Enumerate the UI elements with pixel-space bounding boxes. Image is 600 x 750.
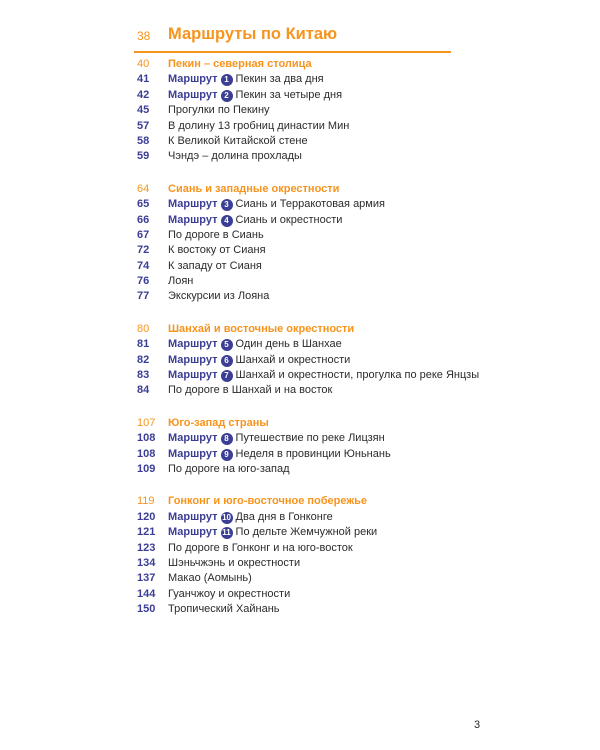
toc-entry-page: 109 (137, 462, 156, 475)
toc-entry[interactable] (0, 259, 600, 274)
toc-entry[interactable] (0, 383, 600, 398)
toc-entry-page: 134 (137, 556, 156, 569)
toc-entry-content (168, 431, 385, 446)
toc-entry-title: По дороге в Гонконг и на юго-восток (168, 541, 353, 554)
toc-entry-title: Путешествие по реке Лицзян (235, 432, 385, 445)
toc-entry-title: К Великой Китайской стене (168, 134, 308, 147)
toc-entry[interactable] (0, 556, 600, 571)
toc-entry[interactable] (0, 72, 600, 87)
toc-entry-page: 108 (137, 432, 156, 445)
toc-entry-content (168, 228, 264, 243)
route-number-badge: 1 (221, 74, 233, 86)
toc-entry-page: 67 (137, 228, 150, 241)
section-heading[interactable] (0, 416, 600, 431)
toc-entry-page: 82 (137, 353, 150, 366)
toc-entry-content (168, 510, 333, 525)
section-heading-page: 107 (137, 416, 156, 429)
toc-entry-page: 121 (137, 526, 156, 539)
toc-entry[interactable] (0, 274, 600, 289)
toc-entry-title: По дороге на юго-запад (168, 462, 290, 475)
section-heading-title: Шанхай и восточные окрестности (168, 322, 355, 335)
toc-entry-page: 45 (137, 104, 150, 117)
toc-entry-page: 84 (137, 384, 150, 397)
section-heading-page: 64 (137, 182, 150, 195)
toc-entry-content (168, 353, 350, 368)
route-number-badge: 11 (222, 528, 231, 538)
route-label: Маршрут (168, 369, 218, 382)
toc-entry[interactable] (0, 587, 600, 602)
toc-entry-title: Гуанчжоу и окрестности (168, 587, 291, 600)
toc-entry-title: Пекин за четыре дня (235, 88, 343, 101)
section-heading-page: 40 (137, 58, 150, 70)
section-heading-title: Пекин – северная столица (168, 58, 312, 70)
toc-entry-title: По дороге в Сиань (168, 228, 264, 241)
toc-entry-page: 83 (137, 369, 150, 382)
toc-entry-title: К востоку от Сианя (168, 244, 266, 257)
toc-entry-title: По дороге в Шанхай и на восток (168, 384, 333, 397)
toc-entry[interactable] (0, 103, 600, 118)
section-heading[interactable] (0, 182, 600, 197)
toc-entry-content (168, 447, 391, 462)
route-label: Маршрут (168, 432, 218, 445)
toc-entry[interactable] (0, 337, 600, 352)
section-heading-title: Гонконг и юго-восточное побережье (168, 495, 368, 508)
toc-entry-page: 137 (137, 572, 156, 585)
toc-entry-page: 58 (137, 134, 150, 147)
route-label: Маршрут (168, 88, 218, 101)
section-heading-page: 119 (137, 495, 155, 508)
toc-entry-page: 150 (137, 603, 156, 616)
toc-section (0, 57, 600, 165)
toc-entry-title: Макао (Аомынь) (168, 572, 252, 585)
toc-entry-content (168, 525, 377, 540)
toc-section (0, 416, 600, 478)
toc-entry[interactable] (0, 353, 600, 368)
toc-entry-content (168, 289, 269, 304)
toc-entry-page: 65 (137, 198, 150, 211)
toc-entry-content (168, 243, 266, 258)
route-label: Маршрут (168, 73, 218, 86)
toc-entry-page: 42 (137, 88, 150, 101)
toc-entry-content (168, 368, 479, 383)
toc-entry-content (168, 103, 270, 118)
toc-entry[interactable] (0, 149, 600, 164)
toc-entry[interactable] (0, 510, 600, 525)
toc-entry[interactable] (0, 541, 600, 556)
toc-entry-page: 144 (137, 587, 156, 600)
route-number-badge: 10 (222, 512, 231, 522)
route-number-badge: 8 (221, 433, 233, 445)
toc-entry-content (168, 259, 262, 274)
section-heading[interactable] (0, 494, 600, 509)
toc-entry[interactable] (0, 88, 600, 103)
toc-entry-content (168, 571, 252, 586)
toc-entry[interactable] (0, 134, 600, 149)
toc-entry-page: 41 (137, 73, 150, 86)
toc-entry[interactable] (0, 571, 600, 586)
route-number-badge: 5 (221, 339, 233, 351)
toc-entry[interactable] (0, 289, 600, 304)
page-number: 3 (474, 719, 481, 731)
route-number-badge: 7 (221, 370, 233, 382)
toc-entry-content (168, 72, 324, 87)
toc-entry-title: Тропический Хайнань (168, 603, 280, 616)
toc-entry-title: Чэндэ – долина прохлады (168, 150, 302, 163)
toc-entry-title: Один день в Шанхае (235, 338, 342, 351)
toc-entry-content (168, 274, 193, 289)
toc-entry-title: Шанхай и окрестности (235, 353, 351, 366)
toc-entry-content (168, 602, 280, 617)
toc-entry-title: Лоян (168, 275, 194, 288)
toc-entry-title: По дельте Жемчужной реки (235, 526, 378, 539)
table-of-contents (0, 57, 600, 635)
toc-entry-page: 74 (137, 259, 150, 272)
toc-entry-content (168, 337, 342, 352)
route-label: Маршрут (168, 198, 218, 211)
route-label: Маршрут (168, 447, 218, 460)
toc-entry-page: 77 (137, 290, 150, 303)
toc-entry-content (168, 134, 308, 149)
toc-entry-content (168, 587, 290, 602)
route-label: Маршрут (168, 213, 218, 226)
toc-entry[interactable] (0, 447, 600, 462)
route-label: Маршрут (168, 353, 218, 366)
route-label: Маршрут (168, 338, 218, 351)
route-label: Маршрут (168, 510, 218, 523)
toc-entry-title: Неделя в провинции Юньнань (235, 447, 391, 460)
toc-title: Маршруты по Китаю (168, 25, 338, 43)
section-heading-page: 80 (137, 322, 150, 335)
section-heading-title: Юго-запад страны (168, 416, 269, 429)
toc-section (0, 322, 600, 399)
toc-entry-content (168, 556, 300, 571)
toc-entry[interactable] (0, 462, 600, 477)
toc-entry[interactable] (0, 431, 600, 446)
toc-entry-content (168, 213, 342, 228)
toc-title-page: 38 (137, 29, 151, 43)
toc-entry-page: 59 (137, 150, 150, 163)
header-divider (134, 51, 451, 53)
toc-entry-page: 76 (137, 275, 150, 288)
toc-entry-title: Шанхай и окрестности, прогулка по реке Янцзы (235, 369, 480, 382)
section-heading[interactable] (0, 322, 600, 337)
toc-entry-title: Прогулки по Пекину (168, 104, 270, 117)
toc-entry[interactable] (0, 602, 600, 617)
toc-entry-page: 72 (137, 244, 150, 257)
toc-entry-title: Два дня в Гонконге (235, 510, 333, 523)
route-number-badge: 3 (221, 199, 233, 211)
route-label: Маршрут (168, 526, 218, 539)
toc-section (0, 494, 600, 617)
toc-entry-page: 123 (137, 541, 156, 554)
toc-entry-content (168, 541, 353, 556)
route-number-badge: 6 (221, 355, 233, 367)
section-heading[interactable] (0, 57, 600, 72)
toc-entry-title: Экскурсии из Лояна (168, 290, 270, 303)
toc-entry-content (168, 197, 385, 212)
toc-entry[interactable] (0, 525, 600, 540)
toc-entry-content (168, 462, 290, 477)
toc-entry-title: К западу от Сианя (168, 259, 262, 272)
toc-entry-content (168, 149, 302, 164)
route-number-badge: 4 (221, 215, 233, 227)
toc-entry-content (168, 119, 349, 134)
toc-section (0, 182, 600, 305)
toc-entry-title: Сиань и Терракотовая армия (235, 198, 385, 211)
route-number-badge: 2 (221, 90, 233, 102)
toc-entry-page: 120 (137, 510, 156, 523)
toc-entry[interactable] (0, 213, 600, 228)
toc-entry[interactable] (0, 119, 600, 134)
toc-entry-content (168, 88, 342, 103)
toc-entry[interactable] (0, 228, 600, 243)
toc-entry-title: Пекин за два дня (235, 73, 324, 86)
toc-entry-page: 81 (137, 338, 150, 351)
toc-entry-page: 108 (137, 447, 156, 460)
toc-entry-title: В долину 13 гробниц династии Мин (168, 119, 350, 132)
toc-entry[interactable] (0, 243, 600, 258)
toc-entry-title: Сиань и окрестности (235, 213, 343, 226)
toc-entry-content (168, 383, 332, 398)
toc-entry-page: 66 (137, 213, 150, 226)
route-number-badge: 9 (221, 449, 233, 461)
section-heading-title: Сиань и западные окрестности (168, 182, 340, 195)
toc-entry-title: Шэньчжэнь и окрестности (168, 556, 301, 569)
toc-entry-page: 57 (137, 119, 150, 132)
toc-entry[interactable] (0, 197, 600, 212)
toc-entry[interactable] (0, 368, 600, 383)
